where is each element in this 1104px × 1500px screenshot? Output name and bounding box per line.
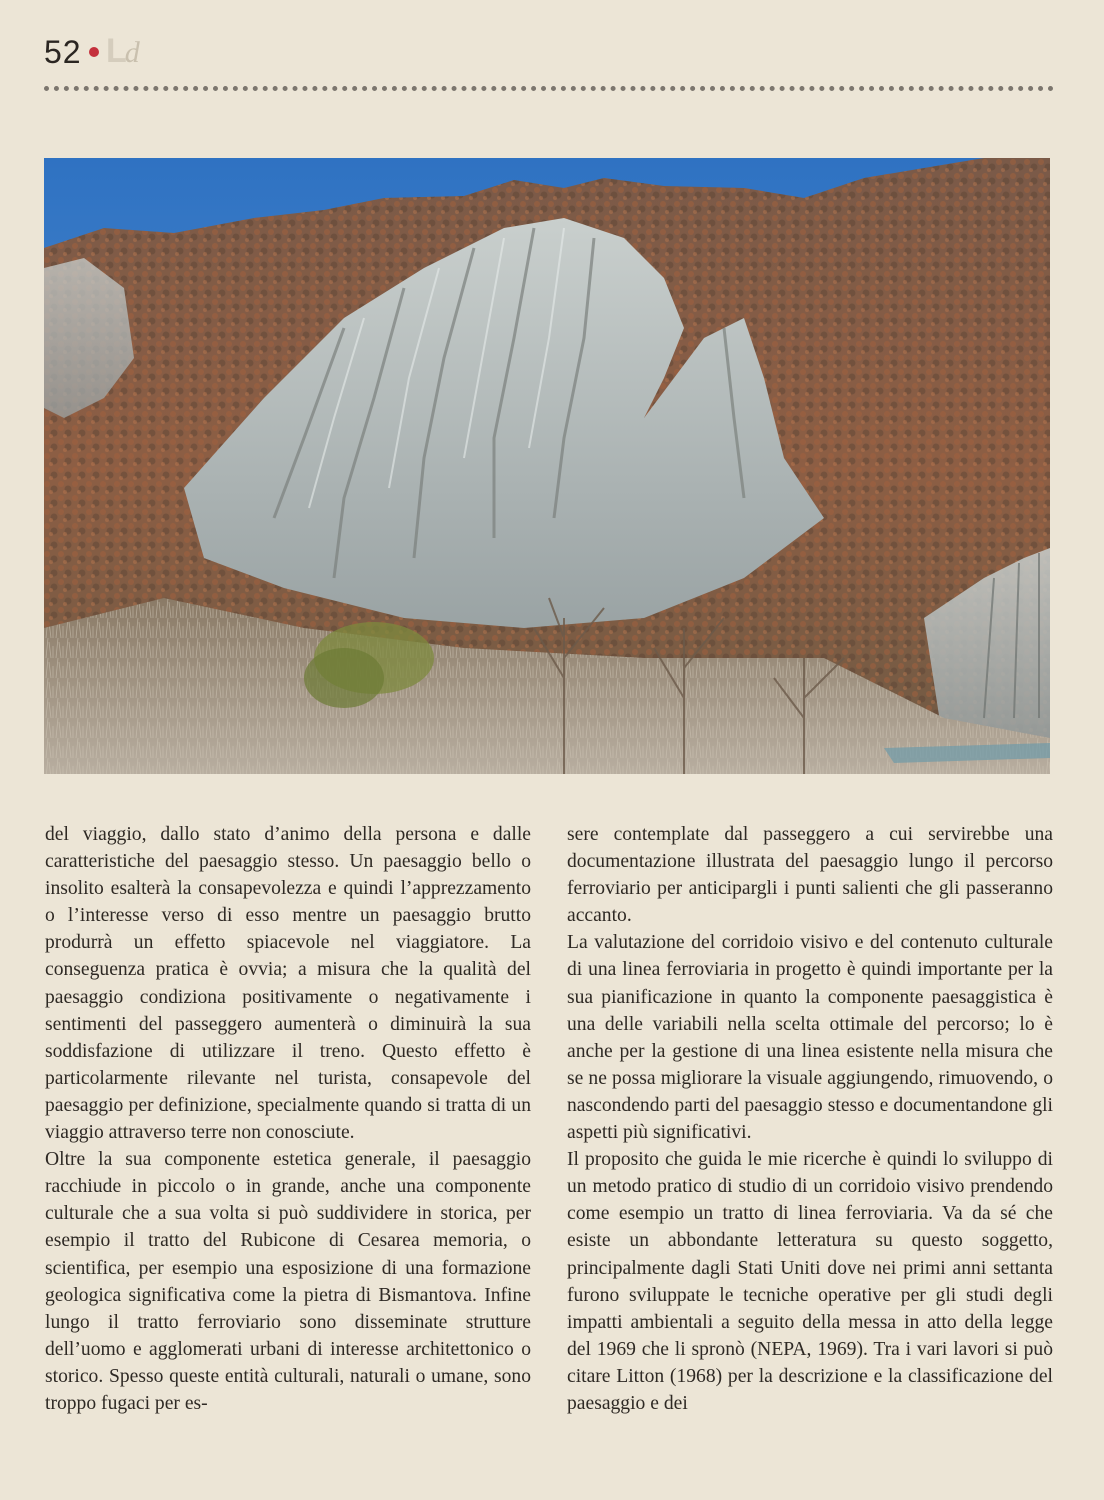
paragraph: La valutazione del corridoio visivo e del contenuto culturale di una linea ferroviaria in progetto è quindi importante per la sua pianificazione in quanto la componente paesaggistica è una delle variabili nella scelta ottimale del percorso; lo è anche per la gestione di una linea esistente nella misura che se ne possa migliorare la visuale aggiungendo, rimuovendo, o nascondendo parti del paesaggio stesso e documentandone gli aspetti più significativi. [567, 932, 1053, 1144]
paragraph: Oltre la sua componente estetica generale, il paesaggio racchiude in piccolo o in grande, anche una componente culturale che a sua volta si può suddividere in storica, per esempio il tratto del Rubicone di Cesarea memoria, o scientifica, per esempio una esposizione di una formazione geologica significativa come la pietra di Bismantova. Infine lungo il tratto ferroviario sono disseminate strutture dell’uomo e agglomerati urbani di interesse architettonico o storico. Spesso queste entità culturali, naturali o umane, sono troppo fugaci per es- [45, 1149, 531, 1414]
text-column-right [567, 821, 1053, 1417]
dotted-rule [44, 86, 1054, 91]
mountain-landscape-illustration [44, 158, 1050, 774]
bullet-dot-icon [89, 47, 99, 57]
paragraph: Il proposito che guida le mie ricerche è quindi lo sviluppo di un metodo pratico di studio di un corridoio visivo prendendo come esempio un tratto di linea ferroviaria. Va da sé che esiste un abbondante letteratura su questo soggetto, principalmente dagli Stati Uniti dove nei primi anni settanta furono sviluppate le tecniche operative per gli studi degli impatti ambientali a seguito della messa in atto della legge del 1969 che li spronò (NEPA, 1969). Tra i vari lavori si può citare Litton (1968) per la descrizione e la classificazione del paesaggio e dei [567, 1149, 1053, 1414]
paragraph: sere contemplate dal passeggero a cui servirebbe una documentazione illustrata del paesaggio lungo il percorso ferroviario per anticipargli i punti salienti che gli passeranno accanto. [567, 824, 1053, 927]
text-column-left [45, 821, 531, 1417]
landscape-photo [44, 158, 1050, 774]
page-number: 52 [44, 34, 82, 70]
magazine-logo: Ld [106, 32, 140, 70]
paragraph: del viaggio, dallo stato d’animo della persona e dalle caratteristiche del paesaggio stesso. Un paesaggio bello o insolito esalterà la consapevolezza e quindi l’apprezzamento o l’interesse verso di esso mentre un paesaggio brutto produrrà un effetto spiacevole nel viaggiatore. La conseguenza pratica è ovvia; a misura che la qualità del paesaggio condiziona positivamente o negativamente i sentimenti del passeggero aumenterà o diminuirà la sua soddisfazione di utilizzare il treno. Questo effetto è particolarmente rilevante nel turista, consapevole del paesaggio per definizione, specialmente quando si tratta di un viaggio attraverso terre non conosciute. [45, 824, 531, 1144]
page-header [44, 30, 1054, 80]
